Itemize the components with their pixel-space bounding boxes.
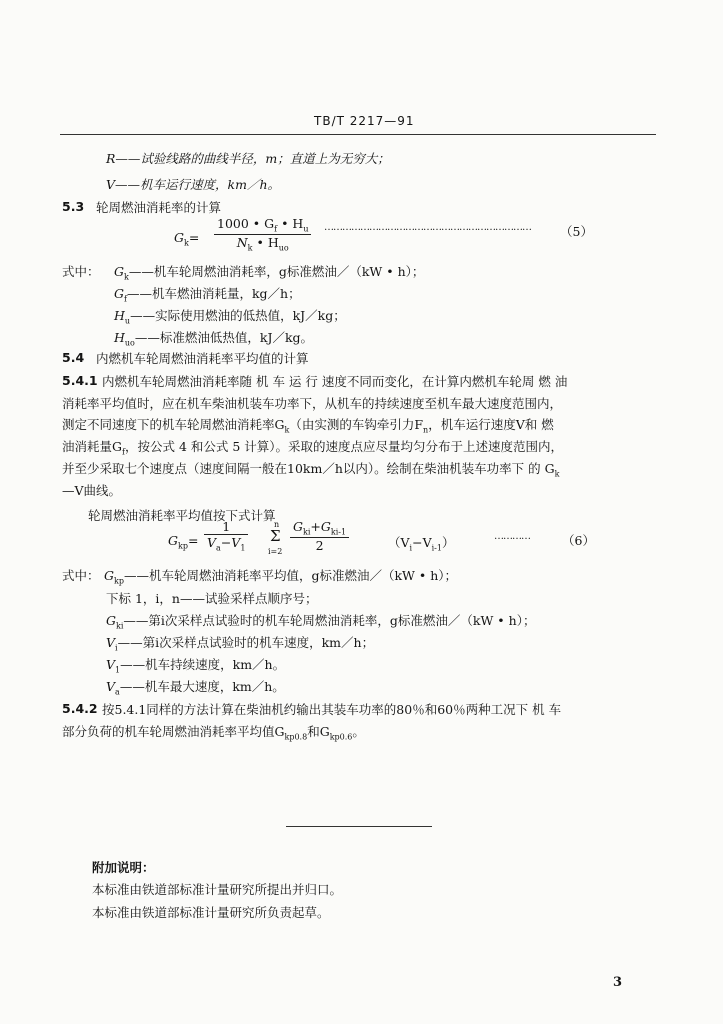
- eq6-sum-upper: n: [274, 520, 280, 529]
- section-5-4-1-number: 5.4.1: [62, 373, 98, 388]
- eq5-fraction: [214, 216, 311, 252]
- huo-definition: $H_{uo}——$标准燃油低热值，kJ／kg。: [114, 330, 314, 348]
- eq5-number: （5）: [560, 224, 593, 239]
- eq6-fraction-1-denominator: $V_a-V_1$: [207, 535, 246, 553]
- v1-definition: $V_1——$机车持续速度，km／h。: [106, 657, 286, 675]
- p541-line-1: 内燃机车轮周燃油消耗率随 机 车 运 行 速度不同而变化，在计算内燃机车轮周 燃 油: [102, 374, 568, 389]
- p541-line-4: 油消耗量$G_f$，按公式 4 和公式 5 计算）。采取的速度点应尽量均匀分布于上述速度范围内，: [62, 439, 564, 457]
- section-5-4-2-number: 5.4.2: [62, 701, 98, 716]
- where-label-1: 式中：: [62, 264, 100, 279]
- section-5-4-number: 5.4: [62, 350, 85, 365]
- section-5-3-title: 轮周燃油消耗率的计算: [96, 200, 222, 215]
- eq5-leader-dots: ……………………………………………………………: [324, 222, 531, 233]
- eq6-fraction-2-denominator: 2: [315, 537, 324, 553]
- eq6-sum-symbol: Σ: [270, 527, 281, 545]
- va-definition: $V_a——$机车最大速度，km／h。: [106, 679, 285, 697]
- gki-definition: $G_{ki}——$第i次采样点试验时的机车轮周燃油消耗率，g标准燃油／（kW • h）；: [106, 613, 536, 631]
- average-formula-intro: 轮周燃油消耗率平均值按下式计算: [88, 508, 276, 523]
- eq6-fraction-2: [290, 519, 349, 553]
- page-number: 3: [613, 975, 623, 990]
- notes-line-2: 本标准由铁道部标准计量研究所负责起草。: [92, 905, 330, 920]
- notes-line-1: 本标准由铁道部标准计量研究所提出并归口。: [92, 882, 343, 897]
- eq6-number: （6）: [562, 533, 595, 548]
- hu-definition: $H_u——$实际使用燃油的低热值，kJ／kg；: [114, 308, 346, 326]
- section-5-3-number: 5.3: [62, 199, 85, 214]
- header-rule: [60, 134, 656, 135]
- vi-definition: $V_i——$第i次采样点试验时的机车速度，km／h；: [106, 635, 375, 653]
- document-code: TB/T 2217—91: [314, 114, 415, 128]
- end-rule: [286, 826, 432, 827]
- eq6-leader-dots: …………: [494, 531, 530, 542]
- eq5-numerator: 1000 • $G_f$ • $H_u$: [214, 216, 311, 235]
- eq6-lhs: $G_{kp}=$: [168, 533, 199, 551]
- gkp-definition: $G_{kp}——$机车轮周燃油消耗率平均值，g标准燃油／（kW • h）；: [104, 568, 458, 586]
- eq6-fraction-1: [204, 519, 248, 553]
- r-definition: R——试验线路的曲线半径，m；直道上为无穷大；: [106, 151, 390, 166]
- eq5-lhs: $G_k=$: [174, 230, 200, 248]
- eq5-denominator: $N_k$ • $H_{uo}$: [236, 234, 289, 252]
- gk-definition: $G_k——$机车轮周燃油消耗率，g标准燃油／（kW • h）；: [114, 264, 425, 282]
- p541-line-5: 并至少采取七个速度点（速度间隔一般在10km／h以内）。绘制在柴油机装车功率下 的 $G_k$: [62, 461, 560, 479]
- eq6-fraction-2-numerator: $G_{ki}+G_{ki-1}$: [290, 519, 349, 538]
- p541-line-2: 消耗率平均值时，应在机车柴油机装车功率下，从机车的持续速度至机车最大速度范围内，: [62, 396, 563, 411]
- section-5-4-title: 内燃机车轮周燃油消耗率平均值的计算: [96, 351, 309, 366]
- p542-line-1: 按5.4.1同样的方法计算在柴油机约输出其装车功率的80％和60％两种工况下 机 车: [102, 702, 562, 717]
- gf-definition: $G_f——$机车燃油消耗量，kg／h；: [114, 286, 301, 304]
- p541-line-3: 测定不同速度下的机车轮周燃油消耗率$G_k$（由实测的车钩牵引力$F_n$，机车运行速度V和 燃: [62, 417, 554, 435]
- v-definition: V——机车运行速度，km／h。: [106, 177, 281, 192]
- eq6-velocity-term: $(V_i-V_{i-1})$: [388, 535, 455, 553]
- eq6-fraction-1-numerator: 1: [204, 519, 248, 535]
- notes-title: 附加说明：: [92, 860, 155, 875]
- p542-line-2: 部分负荷的机车轮周燃油消耗率平均值$G_{kp0.8}$和$G_{kp0.6}$。: [62, 724, 365, 742]
- where-label-2: 式中：: [62, 568, 100, 583]
- index-definition: 下标 1，i，n——试验采样点顺序号；: [106, 591, 318, 606]
- p541-line-6: —V曲线。: [62, 483, 122, 498]
- eq6-sum-lower: i=2: [268, 547, 283, 556]
